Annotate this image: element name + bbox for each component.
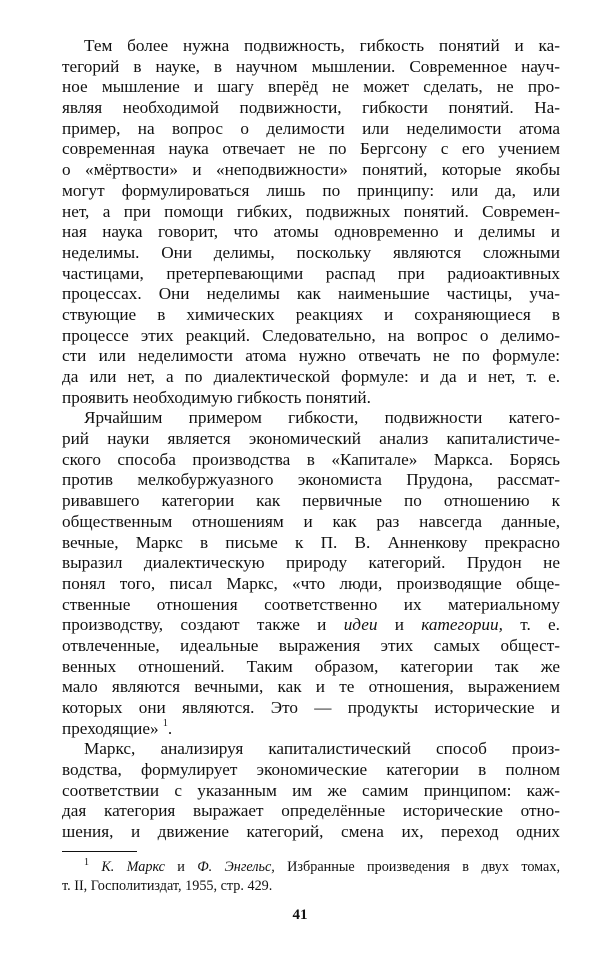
paragraph [62,36,560,408]
text-line: рий науки является экономический анализ капиталистиче- [62,429,560,449]
text-line: выразил диалектическую природу категорий. Прудон не [62,553,560,573]
text-segment: производству, создают также и [62,615,344,635]
italic-text: категории, [421,615,503,635]
text-line: шения, и движение категорий, смена их, переход одних [62,822,560,842]
text-line: проявить необходимую гибкость понятий. [62,387,371,407]
italic-text: Ф. Энгельс, [197,859,275,875]
text-segment: Избранные произведения в двух томах, [274,859,560,875]
paragraph [62,739,560,842]
text-line: понял того, писал Маркс, «что люди, производящие обще- [62,573,560,593]
text-line: ное мышление и шагу вперёд не может сделать, не про- [62,77,560,97]
text-line: современная наука отвечает не по Бергсону с его учением [62,139,560,159]
text-line: частицами, претерпевающими распад при радиоактивных [62,263,560,283]
text-line: неделимы. Они делимы, поскольку являются сложными [62,242,560,262]
italic-text: идеи [343,615,378,635]
text-line: Ярчайшим примером гибкости, подвижности катего- [84,408,560,428]
text-line: Тем более нужна подвижность, гибкость понятий и ка- [84,36,560,55]
text-line [62,858,560,877]
footnote-divider [62,851,137,852]
text-line: процессах. Они неделимы как наименьшие частицы, уча- [62,284,560,304]
text-line: ривавшего категории как первичные по отношению к [62,491,560,511]
text-line [62,719,560,740]
text-line: соответствии с указанным им же самим принципом: каж- [62,780,560,800]
text-line: да или нет, а по диалектической формуле: и да и нет, т. е. [62,367,560,386]
text-line: отвлеченные, идеальные выражения этих самых общест- [62,635,560,655]
text-line: тегорий в науке, в научном мышлении. Современное науч- [62,56,560,76]
text-line: сти или неделимости атома нужно отвечать не по формуле: [62,346,560,366]
text-segment [89,859,101,875]
page-number: 41 [292,907,308,923]
text-line: нет, а при помощи гибких, подвижных понятий. Современ- [62,201,560,221]
text-line: против мелкобуржуазного экономиста Прудона, рассмат- [62,470,560,490]
text-line: т. II, Госполитиздат, 1955, стр. 429. [62,878,273,894]
text-line: которых они являются. Это — продукты исторические и [62,698,560,717]
text-segment: . [167,718,173,738]
footnote-marker: 1 [84,857,89,868]
text-line: водства, формулирует экономические категории в полном [62,760,560,780]
text-line: могут формулироваться лишь по принципу: или да, или [62,180,560,200]
text-line: пример, на вопрос о делимости или неделимости атома [62,118,560,138]
footnote-marker: 1 [162,717,168,729]
text-line: ная наука говорит, что атомы одновременно и делимы и [62,222,560,242]
text-segment: преходящие» [62,718,163,738]
text-line: ского способа производства в «Капитале» Маркса. Борясь [62,449,560,469]
text-segment: т. е. [502,615,560,635]
italic-text: К. Маркс [101,859,165,875]
text-line: Маркс, анализируя капиталистический способ произ- [84,739,560,759]
text-line: венных отношений. Таким образом, категории так же [62,656,560,676]
text-line: ственные отношения соответственно их материальному [62,594,560,614]
body-text [62,36,560,843]
text-segment: и [164,859,198,875]
text-line: мало являются вечными, как и те отношения, выражением [62,677,560,697]
text-line: общественным отношениям и как раз навсегда данные, [62,511,560,531]
paragraph [62,408,560,739]
text-line: ствующие в химических реакциях и сохраняющиеся в [62,304,560,324]
text-line [62,615,560,636]
text-line: процессе этих реакций. Следовательно, на вопрос о делимо- [62,325,560,345]
footnote [62,858,560,896]
text-segment: и [377,615,422,635]
text-line: дая категория выражает определённые исторические отно- [62,801,560,821]
text-line: о «мёртвости» и «неподвижности» понятий, которые якобы [62,160,560,180]
text-line: вечные, Маркс в письме к П. В. Анненкову прекрасно [62,532,560,552]
text-line: являя необходимой подвижности, гибкости понятий. На- [62,98,560,118]
